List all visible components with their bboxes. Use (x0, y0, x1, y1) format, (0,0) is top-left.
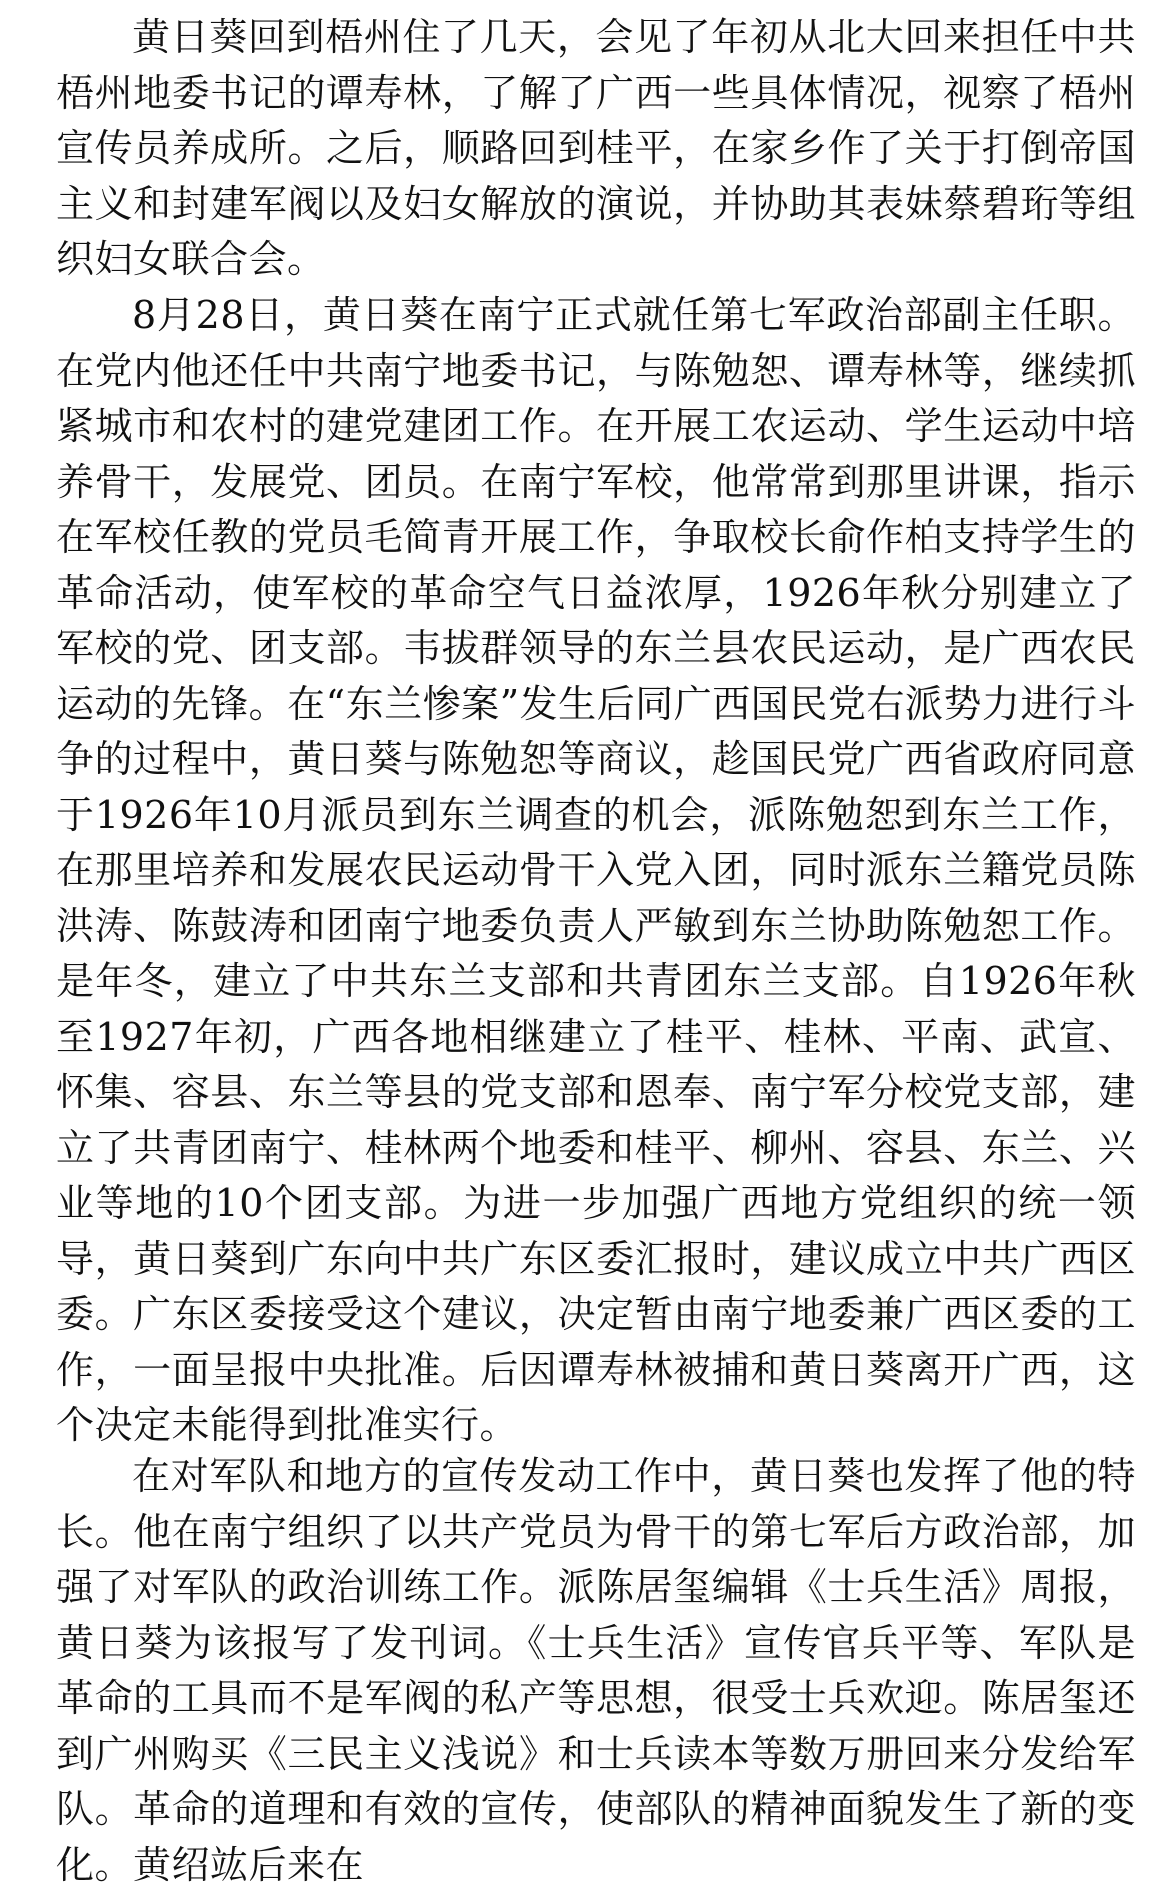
paragraph-1: 黄日葵回到梧州住了几天，会见了年初从北大回来担任中共梧州地委书记的谭寿林，了解了广西一些具体情况，视察了梧州宣传员养成所。之后，顺路回到桂平，在家乡作了关于打倒帝国主义和封建军阀以及妇女解放的演说，并协助其表妹蔡碧珩等组织妇女联合会。 (56, 15, 1136, 281)
paragraph-3: 在对军队和地方的宣传发动工作中，黄日葵也发挥了他的特长。他在南宁组织了以共产党员为骨干的第七军后方政治部，加强了对军队的政治训练工作。派陈居玺编辑《士兵生活》周报，黄日葵为该报写了发刊词。《士兵生活》宣传官兵平等、军队是革命的工具而不是军阀的私产等思想，很受士兵欢迎。陈居玺还到广州购买《三民主义浅说》和士兵读本等数万册回来分发给军队。革命的道理和有效的宣传，使部队的精神面貌发生了新的变化。黄绍竑后来在 (56, 1454, 1136, 1887)
paragraph-2: 8月28日，黄日葵在南宁正式就任第七军政治部副主任职。在党内他还任中共南宁地委书记，与陈勉恕、谭寿林等，继续抓紧城市和农村的建党建团工作。在开展工农运动、学生运动中培养骨干，发展党、团员。在南宁军校，他常常到那里讲课，指示在军校任教的党员毛简青开展工作，争取校长俞作柏支持学生的革命活动，使军校的革命空气日益浓厚，1926年秋分别建立了军校的党、团支部。韦拔群领导的东兰县农民运动，是广西农民运动的先锋。在“东兰惨案”发生后同广西国民党右派势力进行斗争的过程中，黄日葵与陈勉恕等商议，趁国民党广西省政府同意于1926年10月派员到东兰调查的机会，派陈勉恕到东兰工作，在那里培养和发展农民运动骨干入党入团，同时派东兰籍党员陈洪涛、陈鼓涛和团南宁地委负责人严敏到东兰协助陈勉恕工作。是年冬，建立了中共东兰支部和共青团东兰支部。自1926年秋至1927年初，广西各地相继建立了桂平、桂林、平南、武宣、怀集、容县、东兰等县的党支部和恩奉、南宁军分校党支部，建立了共青团南宁、桂林两个地委和桂平、柳州、容县、东兰、兴业等地的10个团支部。为进一步加强广西地方党组织的统一领导，黄日葵到广东向中共广东区委汇报时，建议成立中共广西区委。广东区委接受这个建议，决定暂由南宁地委兼广西区委的工作，一面呈报中央批准。后因谭寿林被捕和黄日葵离开广西，这个决定未能得到批准实行。 (56, 293, 1136, 1447)
